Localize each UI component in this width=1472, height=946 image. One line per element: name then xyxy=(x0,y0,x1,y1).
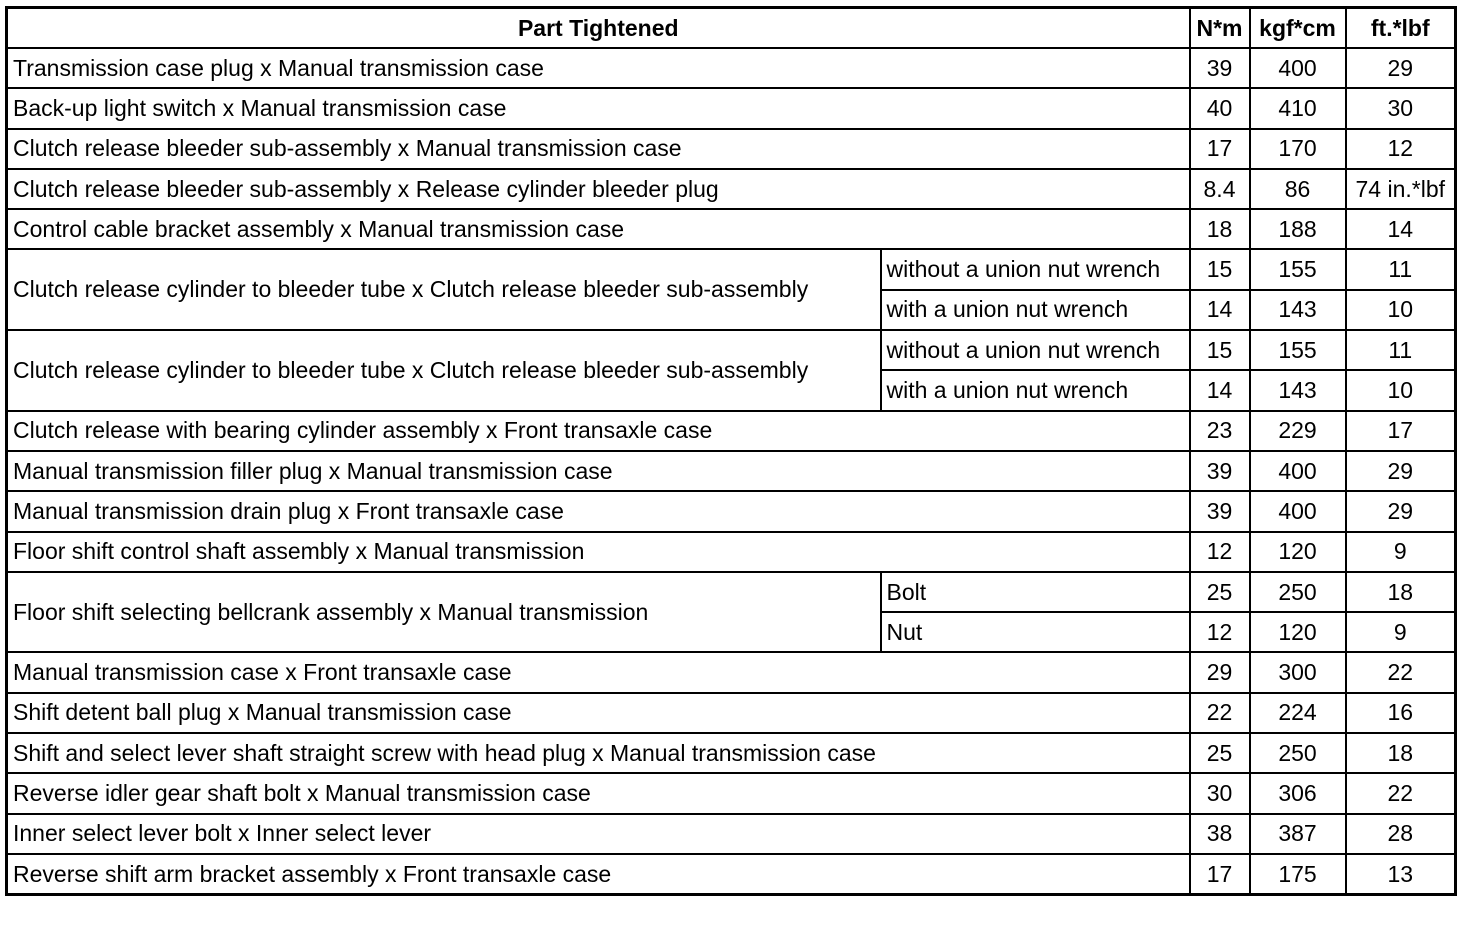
nm-cell: 14 xyxy=(1190,290,1250,330)
table-row xyxy=(7,169,1456,209)
torque-specification-table xyxy=(5,6,1457,896)
condition-cell: with a union nut wrench xyxy=(881,290,1190,330)
ftlbf-cell: 30 xyxy=(1346,88,1456,128)
part-cell: Clutch release bleeder sub-assembly x Manual transmission case xyxy=(7,129,1190,169)
nm-cell: 30 xyxy=(1190,773,1250,813)
part-cell: Clutch release cylinder to bleeder tube x Clutch release bleeder sub-assembly xyxy=(7,249,881,330)
kgf-cell: 250 xyxy=(1250,733,1346,773)
kgf-cell: 229 xyxy=(1250,411,1346,451)
kgf-cell: 400 xyxy=(1250,451,1346,491)
ftlbf-cell: 12 xyxy=(1346,129,1456,169)
ftlbf-cell: 29 xyxy=(1346,491,1456,531)
part-cell: Clutch release cylinder to bleeder tube x Clutch release bleeder sub-assembly xyxy=(7,330,881,411)
ftlbf-cell: 9 xyxy=(1346,612,1456,652)
nm-cell: 38 xyxy=(1190,814,1250,854)
table-row xyxy=(7,88,1456,128)
kgf-cell: 175 xyxy=(1250,854,1346,895)
table-row xyxy=(7,773,1456,813)
table-row xyxy=(7,451,1456,491)
table-row xyxy=(7,48,1456,88)
ftlbf-cell: 11 xyxy=(1346,249,1456,289)
table-row xyxy=(7,411,1456,451)
ftlbf-cell: 22 xyxy=(1346,652,1456,692)
ftlbf-cell: 16 xyxy=(1346,693,1456,733)
ftlbf-cell: 10 xyxy=(1346,370,1456,410)
nm-cell: 12 xyxy=(1190,532,1250,572)
part-cell: Manual transmission drain plug x Front transaxle case xyxy=(7,491,1190,531)
part-cell: Floor shift control shaft assembly x Manual transmission xyxy=(7,532,1190,572)
table-row xyxy=(7,532,1456,572)
kgf-cell: 306 xyxy=(1250,773,1346,813)
nm-cell: 17 xyxy=(1190,129,1250,169)
ftlbf-cell: 14 xyxy=(1346,209,1456,249)
condition-cell: without a union nut wrench xyxy=(881,330,1190,370)
nm-cell: 12 xyxy=(1190,612,1250,652)
ftlbf-cell: 18 xyxy=(1346,572,1456,612)
table-row xyxy=(7,814,1456,854)
condition-cell: without a union nut wrench xyxy=(881,249,1190,289)
part-cell: Shift detent ball plug x Manual transmission case xyxy=(7,693,1190,733)
nm-cell: 8.4 xyxy=(1190,169,1250,209)
part-cell: Control cable bracket assembly x Manual transmission case xyxy=(7,209,1190,249)
kgf-cell: 400 xyxy=(1250,48,1346,88)
part-cell: Reverse shift arm bracket assembly x Front transaxle case xyxy=(7,854,1190,895)
table-row xyxy=(7,733,1456,773)
nm-cell: 39 xyxy=(1190,451,1250,491)
part-cell: Reverse idler gear shaft bolt x Manual transmission case xyxy=(7,773,1190,813)
table-row xyxy=(7,572,1456,612)
nm-cell: 23 xyxy=(1190,411,1250,451)
nm-cell: 25 xyxy=(1190,733,1250,773)
part-cell: Manual transmission filler plug x Manual transmission case xyxy=(7,451,1190,491)
ftlbf-cell: 29 xyxy=(1346,48,1456,88)
nm-cell: 29 xyxy=(1190,652,1250,692)
condition-cell: with a union nut wrench xyxy=(881,370,1190,410)
kgf-cell: 120 xyxy=(1250,532,1346,572)
table-row xyxy=(7,693,1456,733)
part-cell: Floor shift selecting bellcrank assembly x Manual transmission xyxy=(7,572,881,653)
kgf-cell: 86 xyxy=(1250,169,1346,209)
kgf-cell: 170 xyxy=(1250,129,1346,169)
nm-cell: 22 xyxy=(1190,693,1250,733)
table-row xyxy=(7,330,1456,370)
kgf-cell: 400 xyxy=(1250,491,1346,531)
nm-cell: 39 xyxy=(1190,491,1250,531)
table-row xyxy=(7,854,1456,895)
header-part-tightened: Part Tightened xyxy=(7,8,1190,49)
kgf-cell: 143 xyxy=(1250,290,1346,330)
header-ft-lbf: ft.*lbf xyxy=(1346,8,1456,49)
part-cell: Shift and select lever shaft straight screw with head plug x Manual transmission case xyxy=(7,733,1190,773)
kgf-cell: 410 xyxy=(1250,88,1346,128)
kgf-cell: 188 xyxy=(1250,209,1346,249)
nm-cell: 40 xyxy=(1190,88,1250,128)
part-cell: Transmission case plug x Manual transmission case xyxy=(7,48,1190,88)
header-row xyxy=(7,8,1456,49)
ftlbf-cell: 9 xyxy=(1346,532,1456,572)
part-cell: Back-up light switch x Manual transmission case xyxy=(7,88,1190,128)
ftlbf-cell: 11 xyxy=(1346,330,1456,370)
nm-cell: 15 xyxy=(1190,249,1250,289)
table-row xyxy=(7,652,1456,692)
kgf-cell: 155 xyxy=(1250,330,1346,370)
kgf-cell: 155 xyxy=(1250,249,1346,289)
header-nm: N*m xyxy=(1190,8,1250,49)
kgf-cell: 387 xyxy=(1250,814,1346,854)
ftlbf-cell: 29 xyxy=(1346,451,1456,491)
nm-cell: 39 xyxy=(1190,48,1250,88)
ftlbf-cell: 17 xyxy=(1346,411,1456,451)
nm-cell: 17 xyxy=(1190,854,1250,895)
part-cell: Clutch release bleeder sub-assembly x Release cylinder bleeder plug xyxy=(7,169,1190,209)
kgf-cell: 120 xyxy=(1250,612,1346,652)
part-cell: Manual transmission case x Front transaxle case xyxy=(7,652,1190,692)
ftlbf-cell: 74 in.*lbf xyxy=(1346,169,1456,209)
table-row xyxy=(7,129,1456,169)
nm-cell: 25 xyxy=(1190,572,1250,612)
nm-cell: 18 xyxy=(1190,209,1250,249)
part-cell: Clutch release with bearing cylinder assembly x Front transaxle case xyxy=(7,411,1190,451)
kgf-cell: 250 xyxy=(1250,572,1346,612)
nm-cell: 14 xyxy=(1190,370,1250,410)
condition-cell: Nut xyxy=(881,612,1190,652)
kgf-cell: 143 xyxy=(1250,370,1346,410)
nm-cell: 15 xyxy=(1190,330,1250,370)
kgf-cell: 300 xyxy=(1250,652,1346,692)
part-cell: Inner select lever bolt x Inner select lever xyxy=(7,814,1190,854)
ftlbf-cell: 10 xyxy=(1346,290,1456,330)
table-row xyxy=(7,209,1456,249)
ftlbf-cell: 22 xyxy=(1346,773,1456,813)
ftlbf-cell: 18 xyxy=(1346,733,1456,773)
ftlbf-cell: 13 xyxy=(1346,854,1456,895)
table-row xyxy=(7,249,1456,289)
header-kgf-cm: kgf*cm xyxy=(1250,8,1346,49)
kgf-cell: 224 xyxy=(1250,693,1346,733)
ftlbf-cell: 28 xyxy=(1346,814,1456,854)
condition-cell: Bolt xyxy=(881,572,1190,612)
table-row xyxy=(7,491,1456,531)
